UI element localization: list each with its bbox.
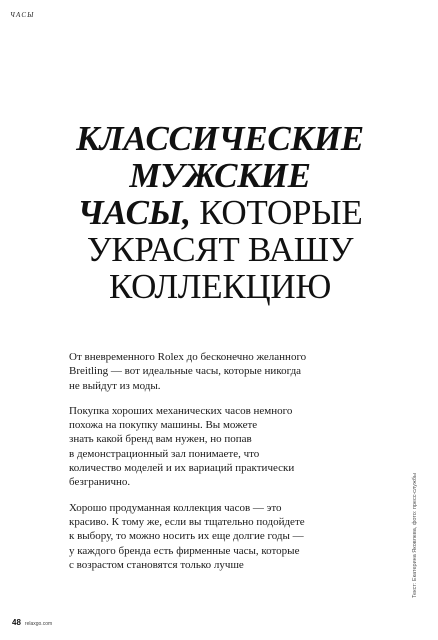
headline-line-4: УКРАСЯТ ВАШУ (86, 230, 354, 269)
headline-line-5: КОЛЛЕКЦИЮ (108, 267, 332, 306)
paragraph-1: От вневременного Rolex до бесконечно желанного Breitling — вот идеальные часы, которые никогда не выйдут из моды. (69, 351, 307, 392)
headline-line-3 (50, 194, 390, 231)
headline-line-3-italic: ЧАСЫ, (77, 193, 191, 232)
page-number: 48 (12, 618, 21, 627)
headline-line-1: КЛАССИЧЕСКИЕ (76, 119, 364, 158)
article-headline (50, 120, 390, 305)
section-label: ЧАСЫ (10, 11, 35, 19)
headline-line-2: МУЖСКИЕ (129, 156, 311, 195)
headline-line-3-regular: КОТОРЫЕ (190, 193, 363, 232)
site-name: relaxgo.com (24, 621, 53, 627)
paragraph-2: Покупка хороших механических часов немного похожа на покупку машины. Вы можете знать какой бренд вам нужен, но попав в демонстрационный зал понимаете, что количество моделей и их вариаций практически безгранично. (69, 404, 295, 489)
paragraph-3: Хорошо продуманная коллекция часов — это красиво. К тому же, если вы тщательно подойдете к выбору, то можно носить их еще долгие годы — у каждого бренда есть фирменные часы, которые с возрастом становятся только лучше (69, 501, 305, 571)
article-body (69, 350, 369, 583)
photo-credit: Текст: Екатерина Яковлева, фото: пресс-службы (412, 473, 418, 598)
page-footer (12, 618, 52, 627)
